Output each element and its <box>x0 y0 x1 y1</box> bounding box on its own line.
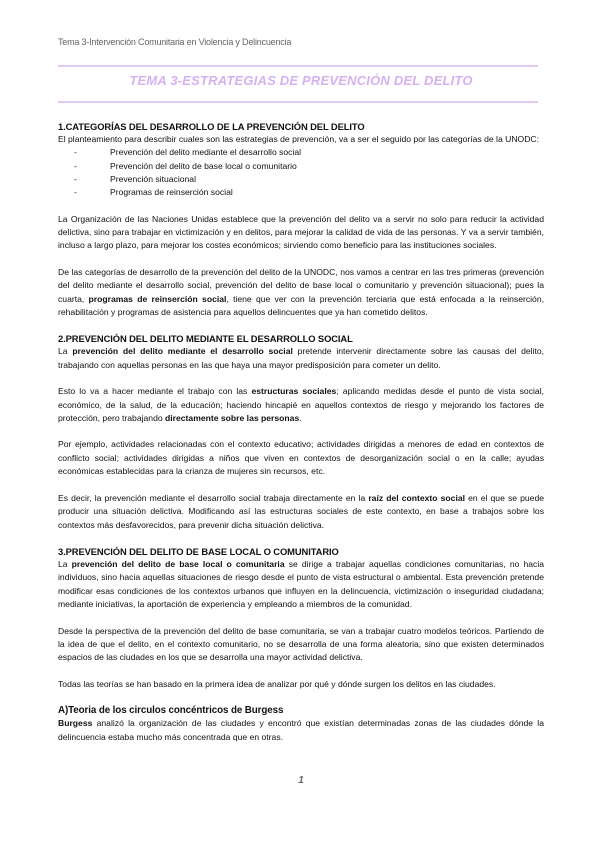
sa-paragraph-1: Burgess analizó la organización de las ciudades y encontró que existían determinadas zonas de las ciudades dónde la delincuencia estaba mucho más concentrada que en otras. <box>58 718 544 742</box>
section-2-heading: 2.PREVENCIÓN DEL DELITO MEDIANTE EL DESARROLLO SOCIAL <box>58 333 353 345</box>
page-number: 1 <box>298 774 304 786</box>
section-1-heading: 1.CATEGORÍAS DEL DESARROLLO DE LA PREVENCIÓN DEL DELITO <box>58 121 365 132</box>
section-3-heading: 3.PREVENCIÓN DEL DELITO DE BASE LOCAL O COMUNITARIO <box>58 545 339 557</box>
running-header: Tema 3-Intervención Comunitaria en Violencia y Delincuencia <box>58 37 292 47</box>
s2-paragraph-1: La prevención del delito mediante el desarrollo social pretende intervenir directamente sobre las causas del delito, trabajando con aquellas personas en las que haya una mayor predisposición para cometer un delito. <box>58 346 544 370</box>
s2-paragraph-3: Por ejemplo, actividades relacionadas con el contexto educativo; actividades dirigidas a menores de edad en contextos de conflicto social; actividades dirigidas a niños que viven en contextos de desorganización social o en la calle; ayudas económicas establecidas para la crianza de mujeres sin recursos, etc. <box>58 439 544 477</box>
title-rule-bottom <box>58 101 538 103</box>
list-item: - Programas de reinserción social <box>74 187 233 198</box>
s1-paragraph-2: La Organización de las Naciones Unidas establece que la prevención del delito va a servir no solo para reducir la actividad delictiva, sino para trabajar en victimización y en delitos, para mejorar la calidad de vida de las personas. Y va a servir también, incluso a largo plazo, para mejorar los costes económicos; sirviendo como beneficio para las instituciones sociales. <box>58 213 544 251</box>
s2-paragraph-4: Es decir, la prevención mediante el desarrollo social trabaja directamente en la raíz del contexto social en el que se puede producir una situación delictiva. Modificando así las estructuras sociales de este contexto, en base a trabajos sobre los contextos más desfavorecidos, para prevenir dicha situación delictiva. <box>58 492 545 530</box>
page-title: TEMA 3-ESTRATEGIAS DE PREVENCIÓN DEL DELITO <box>129 73 473 88</box>
list-item: - Prevención del delito de base local o comunitario <box>74 160 297 171</box>
list-item: - Prevención situacional <box>74 174 196 184</box>
s3-paragraph-3: Todas las teorías se han basado en la primera idea de analizar por qué y dónde surgen los delitos en las ciudades. <box>58 678 496 689</box>
subsection-a-heading: A)Teoria de los circulos concéntricos de Burgess <box>58 705 284 717</box>
s1-paragraph-3: De las categorías de desarrollo de la prevención del delito de la UNODC, nos vamos a centrar en las tres primeras (prevención del delito mediante el desarrollo social, prevención del delito de base local o comunitario y prevención situacional); pues la cuarta, programas de reinserción social, tiene que ver con la prevención terciaria que está enfocada a la reinserción, rehabilitación y programas de asistencia para aquellos delincuentes que ya han cometido delitos. <box>58 266 544 318</box>
list-item: - Prevención del delito mediante el desarrollo social <box>74 147 302 158</box>
s3-paragraph-1: La prevención del delito de base local o comunitaria se dirige a trabajar aquellas condiciones comunitarias, no hacia individuos, sino hacia aquellas situaciones de riesgo desde el punto de vista estructural o ambiental. Esta prevención pretende modificar esas condiciones de los contextos urbanos que influyen en la delincuencia, victimización o inseguridad ciudadana; mediante iniciativas, la aportación de experiencia y empleando a miembros de la comunidad. <box>58 558 545 610</box>
s2-paragraph-2: Esto lo va a hacer mediante el trabajo con las estructuras sociales; aplicando medidas desde el punto de vista social, económico, de la salud, de la educación; haciendo hincapié en aquellos contextos de riesgo y mejorando los factores de protección, pero trabajando directamente sobre las personas. <box>58 386 544 424</box>
title-rule-top <box>58 65 538 67</box>
categories-list <box>58 146 544 199</box>
s3-paragraph-2: Desde la perspectiva de la prevención del delito de base comunitaria, se van a trabajar cuatro modelos teóricos. Partiendo de la idea de que el delito, en el contexto comunitario, no se desarrolla de una forma aleatoria, sino que existen determinados espacios de las ciudades en los que se desarrolla una mayor actividad delictiva. <box>58 625 544 663</box>
s1-intro: El planteamiento para describir cuales son las estrategias de prevención, va a ser el seguido por las categorías de la UNODC: <box>58 134 540 144</box>
